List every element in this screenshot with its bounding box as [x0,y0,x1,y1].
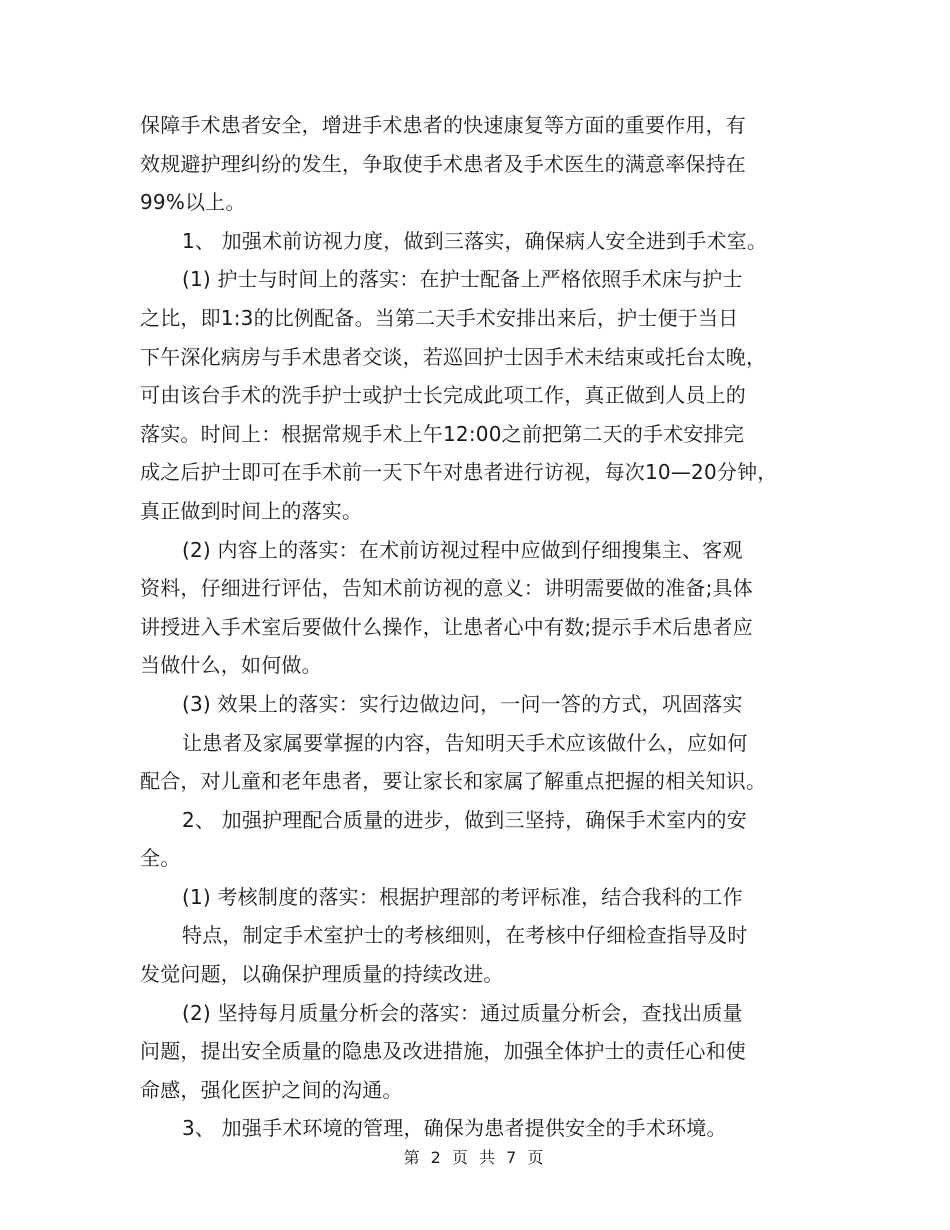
text-line: (1) 考核制度的落实：根据护理部的考评标准，结合我科的工作 [182,884,743,909]
text-line: 可由该台手术的洗手护士或护士长完成此项工作，真正做到人员上的 [140,383,746,408]
text-line: (1) 护士与时间上的落实：在护士配备上严格依照手术床与护士 [182,267,743,292]
text-line: 讲授进入手术室后要做什么操作，让患者心中有数;提示手术后患者应 [140,614,753,639]
text-line: 效规避护理纠纷的发生，争取使手术患者及手术医生的满意率保持在 [140,151,746,176]
page-footer: 第 2 页 共 7 页 [403,1148,547,1167]
text-line: 之比，即1:3的比例配备。当第二天手术安排出来后，护士便于当日 [140,305,739,330]
document-body [140,106,820,1148]
text-line: 保障手术患者安全，增进手术患者的快速康复等方面的重要作用，有 [140,113,746,137]
text-line: 3、 加强手术环境的管理，确保为患者提供安全的手术环境。 [182,1116,727,1141]
text-line: 配合，对儿童和老年患者，要让家长和家属了解重点把握的相关知识。 [140,769,767,794]
text-line: 1、 加强术前访视力度，做到三落实，确保病人安全进到手术室。 [182,228,768,253]
text-line: 全。 [140,846,181,871]
text-line: 命感，强化医护之间的沟通。 [140,1077,403,1102]
text-line: 问题，提出安全质量的隐患及改进措施，加强全体护士的责任心和使 [140,1039,746,1064]
text-line: (2) 坚持每月质量分析会的落实：通过质量分析会，查找出质量 [182,1000,743,1025]
text-line: (2) 内容上的落实：在术前访视过程中应做到仔细搜集主、客观 [182,537,743,562]
text-line: 2、 加强护理配合质量的进步，做到三坚持，确保手术室内的安 [182,807,747,832]
text-line: 特点，制定手术室护士的考核细则，在考核中仔细检查指导及时 [182,923,748,948]
text-line: 发觉问题，以确保护理质量的持续改进。 [140,962,504,987]
text-line: 资料，仔细进行评估，告知术前访视的意义：讲明需要做的准备;具体 [140,576,753,601]
text-line: 落实。时间上：根据常规手术上午12:00之前把第二天的手术安排完 [140,421,745,446]
text-line: 让患者及家属要掌握的内容，告知明天手术应该做什么，应如何 [182,730,748,755]
text-line: 真正做到时间上的落实。 [140,498,363,523]
text-line: 成之后护士即可在手术前一天下午对患者进行访视，每次10—20分钟， [140,460,778,485]
text-line: 99%以上。 [140,190,246,215]
text-line: (3) 效果上的落实：实行边做边问，一问一答的方式，巩固落实 [182,691,743,716]
text-line: 当做什么，如何做。 [140,653,322,678]
text-line: 下午深化病房与手术患者交谈，若巡回护士因手术未结束或托台太晚， [140,344,767,369]
